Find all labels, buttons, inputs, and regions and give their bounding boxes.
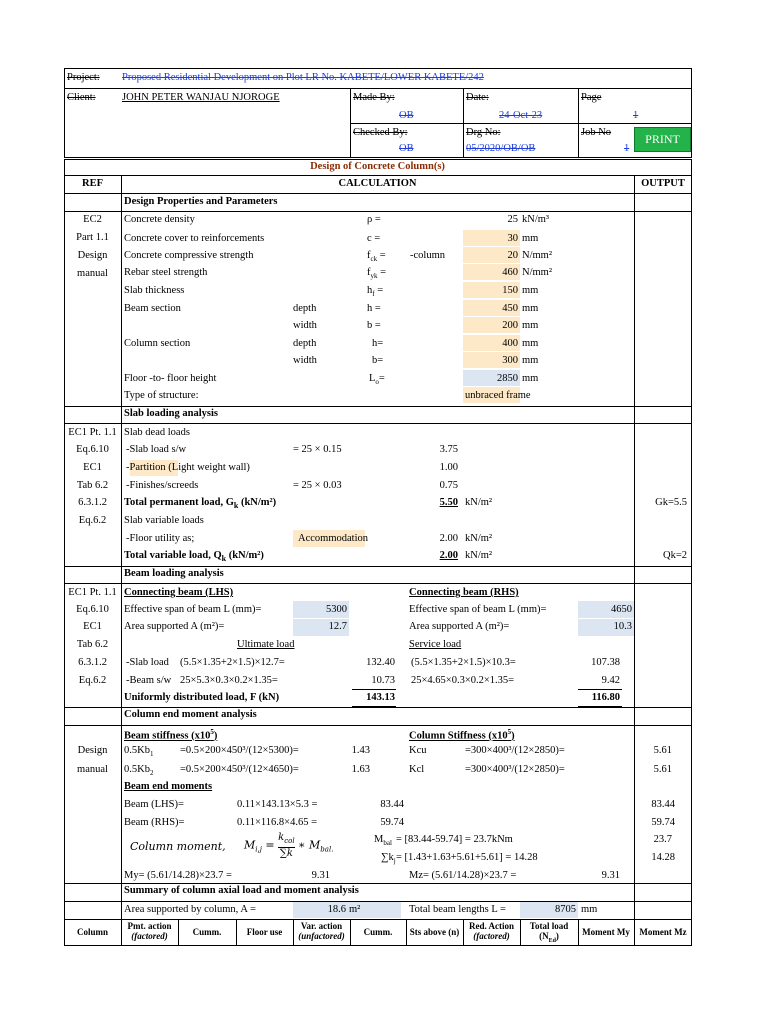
kb1-value: 1.43 <box>351 745 370 756</box>
finishes-value: 0.75 <box>439 480 458 491</box>
prop-value[interactable]: 460 <box>502 267 518 278</box>
ref-line: EC2 <box>83 214 102 225</box>
kcl-expr: =300×400³/(12×2850)= <box>465 764 565 775</box>
structure-type-value[interactable]: unbraced frame <box>465 390 531 401</box>
table-header-floor-use: Floor use <box>246 927 283 937</box>
prop-value[interactable]: 200 <box>502 320 518 331</box>
area-supported-label: Area supported by column, A = <box>124 904 256 915</box>
table-header-moment-mz: Moment Mz <box>639 927 687 937</box>
prop-unit: mm <box>522 320 539 331</box>
my-expr: My= (5.61/14.28)×23.7 = <box>124 870 232 881</box>
prop-value[interactable]: 30 <box>507 233 518 244</box>
rhs-span-value[interactable]: 4650 <box>611 604 632 615</box>
prop-dim: depth <box>293 338 317 349</box>
design-props-heading: Design Properties and Parameters <box>124 196 278 207</box>
bem-lhs-output: 83.44 <box>651 799 675 810</box>
bem-lhs-expr: 0.11×143.13×5.3 = <box>237 799 318 810</box>
ref-line: Eq.6.2 <box>78 515 107 526</box>
lhs-beam-value: 10.73 <box>371 675 395 686</box>
table-header-red-action: Red. Action (factored) <box>469 921 514 941</box>
prop-value: 25 <box>507 214 518 225</box>
prop-dim: width <box>293 355 317 366</box>
prop-symbol: h= <box>372 338 384 349</box>
date-value[interactable]: 24-Oct-23 <box>499 110 543 121</box>
drg-no-value[interactable]: 05/2020/OB/OB <box>466 143 536 154</box>
my-value: 9.31 <box>311 870 330 881</box>
rhs-beam-value: 9.42 <box>601 675 620 686</box>
prop-symbol: $f_{ck}$ = <box>367 250 386 264</box>
beam-heading: Beam loading analysis <box>124 568 224 579</box>
beam-length-label: Total beam lengths L = <box>409 904 506 915</box>
total-variable-label: Total variable load, $Q_k$ (kN/m²) <box>124 550 264 564</box>
table-header-storeys-above: Sts above (n) <box>409 927 460 937</box>
total-variable-value: 2.00 <box>439 550 458 561</box>
total-permanent-value: 5.50 <box>439 497 458 508</box>
bem-rhs-output: 59.74 <box>651 817 675 828</box>
sumk-label: $\sum k_j$ <box>381 852 396 866</box>
kcl-output: 5.61 <box>653 764 672 775</box>
ref-line: manual <box>77 764 108 775</box>
prop-unit: N/mm² <box>522 250 552 261</box>
beam-length-value: 8705 <box>555 904 576 915</box>
kb2-label: $0.5Kb_2$ <box>124 764 154 778</box>
kb2-value: 1.63 <box>351 764 370 775</box>
rhs-slab-value: 107.38 <box>591 657 620 668</box>
prop-unit: mm <box>522 338 539 349</box>
mbal-output: 23.7 <box>653 834 672 845</box>
prop-label: Column section <box>124 338 191 349</box>
finishes-label: -Finishes/screeds <box>126 480 199 491</box>
beam-stiffness-title: Beam stiffness $(x10^5)$ <box>124 728 218 742</box>
table-header-cumm-2: Cumm. <box>363 927 393 937</box>
service-load-label: Service load <box>409 639 462 650</box>
bem-rhs-label: Beam (RHS)= <box>124 817 185 828</box>
kcu-output: 5.61 <box>653 745 672 756</box>
floor-utility-load: 2.00 <box>439 533 458 544</box>
rhs-area-label: Area supported A (m²)= <box>409 621 510 632</box>
table-header-var-action: Var. action (unfactored) <box>298 921 345 941</box>
qk-output: Qk=2 <box>662 550 687 561</box>
kb1-label: $0.5Kb_1$ <box>124 745 154 759</box>
area-supported-value: 18.6 <box>327 904 346 915</box>
lhs-area-value[interactable]: 12.7 <box>328 621 347 632</box>
partition-value: 1.00 <box>439 462 458 473</box>
ref-line: Tab 6.2 <box>76 639 109 650</box>
prop-unit: mm <box>522 303 539 314</box>
prop-dim: depth <box>293 303 317 314</box>
ref-line: manual <box>77 268 108 279</box>
kb2-expr: =0.5×200×450³/(12×4650)= <box>180 764 299 775</box>
ref-line: EC1 Pt. 1.1 <box>68 587 117 598</box>
table-header-total-load: Total load $(N_{Ed})$ <box>529 921 569 944</box>
rhs-eff-span-label: Effective span of beam L (mm)= <box>409 604 547 615</box>
page-label: Page <box>581 92 602 103</box>
rhs-beam-title: Connecting beam (RHS) <box>409 587 519 598</box>
calculation-header: CALCULATION <box>338 178 417 189</box>
mz-expr: Mz= (5.61/14.28)×23.7 = <box>409 870 517 881</box>
rhs-udl-value: 116.80 <box>591 692 620 703</box>
prop-symbol: h = <box>367 303 381 314</box>
prop-note: -column <box>410 250 445 261</box>
slab-dead-loads: Slab dead loads <box>124 427 190 438</box>
floor-utility-unit: kN/m² <box>465 533 493 544</box>
lhs-span-value[interactable]: 5300 <box>326 604 347 615</box>
moment-heading: Column end moment analysis <box>124 709 257 720</box>
prop-symbol: b= <box>372 355 384 366</box>
total-permanent-unit: kN/m² <box>465 497 493 508</box>
output-header: OUTPUT <box>641 178 685 189</box>
prop-label: Beam section <box>124 303 181 314</box>
prop-unit: mm <box>522 373 539 384</box>
sumk-expr: = [1.43+1.63+5.61+5.61] = 14.28 <box>396 852 538 863</box>
project-value[interactable]: Proposed Residential Development on Plot LR No. KABETE/LOWER KABETE/242 <box>122 72 484 83</box>
beam-length-unit: mm <box>581 904 598 915</box>
ref-line: Eq.6.10 <box>76 444 109 455</box>
column-moment-text: Column moment, <box>130 840 226 853</box>
sumk-output: 14.28 <box>651 852 675 863</box>
prop-dim: width <box>293 320 317 331</box>
kcu-expr: =300×400³/(12×2850)= <box>465 745 565 756</box>
prop-label: Concrete cover to reinforcements <box>124 233 265 244</box>
ref-line: Eq.6.2 <box>78 675 107 686</box>
ref-line: Design <box>77 250 108 261</box>
checked-by-value[interactable]: OB <box>399 143 414 154</box>
summary-heading: Summary of column axial load and moment analysis <box>124 885 359 896</box>
prop-value[interactable]: 2850 <box>497 373 518 384</box>
prop-value[interactable]: 300 <box>502 355 518 366</box>
job-no-value[interactable]: 1 <box>624 143 630 154</box>
ref-line: 6.3.1.2 <box>78 497 107 508</box>
rhs-slab-expr: (5.5×1.35+2×1.5)×10.3= <box>411 657 516 668</box>
prop-label: Concrete density <box>124 214 195 225</box>
slab-sw-label: -Slab load s/w <box>126 444 187 455</box>
total-permanent-label: Total permanent load, $G_k$ (kN/m²) <box>124 497 277 511</box>
prop-label: Slab thickness <box>124 285 185 296</box>
kcl-label: Kcl <box>409 764 425 775</box>
made-by-label: Made By: <box>353 92 395 103</box>
ref-line: Design <box>77 745 108 756</box>
slab-load-label: -Slab load <box>126 657 169 668</box>
prop-symbol: b = <box>367 320 381 331</box>
sheet-title: Design of Concrete Column(s) <box>310 161 445 172</box>
ref-line: Tab 6.2 <box>76 480 109 491</box>
total-variable-unit: kN/m² <box>465 550 493 561</box>
slab-heading: Slab loading analysis <box>124 408 218 419</box>
kb1-expr: =0.5×200×450³/(12×5300)= <box>180 745 299 756</box>
prop-label: Floor -to- floor height <box>124 373 217 384</box>
prop-unit: N/mm² <box>522 267 552 278</box>
area-supported-unit: m² <box>349 904 361 915</box>
bem-lhs-value: 83.44 <box>380 799 404 810</box>
slab-sw-value: 3.75 <box>439 444 458 455</box>
lhs-slab-expr: (5.5×1.35+2×1.5)×12.7= <box>180 657 285 668</box>
prop-label: Concrete compressive strength <box>124 250 254 261</box>
job-no-label: Job No <box>581 127 612 138</box>
prop-symbol: ρ = <box>367 214 381 225</box>
udl-label: Uniformly distributed load, F (kN) <box>124 692 280 703</box>
prop-symbol: $h_f$ = <box>367 285 384 299</box>
ref-line: EC1 <box>83 462 102 473</box>
bem-rhs-expr: 0.11×116.8×4.65 = <box>237 817 317 828</box>
rhs-beam-expr: 25×4.65×0.3×0.2×1.35= <box>411 675 515 686</box>
ref-line: 6.3.1.2 <box>78 657 107 668</box>
prop-value[interactable]: 150 <box>502 285 518 296</box>
prop-symbol: c = <box>367 233 381 244</box>
ref-line: Part 1.1 <box>76 232 109 243</box>
lhs-beam-expr: 25×5.3×0.3×0.2×1.35= <box>180 675 278 686</box>
prop-label: Rebar steel strength <box>124 267 208 278</box>
finishes-expr: = 25 × 0.03 <box>293 480 342 491</box>
prop-unit: kN/m³ <box>522 214 550 225</box>
made-by-value[interactable]: OB <box>399 110 414 121</box>
prop-unit: mm <box>522 355 539 366</box>
drg-no-label: Drg No: <box>466 127 501 138</box>
checked-by-label: Checked By: <box>353 127 408 138</box>
project-label: Project: <box>67 72 100 83</box>
slab-sw-expr: = 25 × 0.15 <box>293 444 342 455</box>
bem-lhs-label: Beam (LHS)= <box>124 799 184 810</box>
mz-value: 9.31 <box>601 870 620 881</box>
prop-value[interactable]: 20 <box>507 250 518 261</box>
prop-value[interactable]: 450 <box>502 303 518 314</box>
lhs-eff-span-label: Effective span of beam L (mm)= <box>124 604 262 615</box>
beam-sw-label: -Beam s/w <box>126 675 172 686</box>
beam-end-moments-title: Beam end moments <box>124 781 213 792</box>
prop-symbol: $f_{yk}$ = <box>367 267 387 281</box>
floor-utility-value[interactable]: Accommodation <box>298 533 368 544</box>
prop-unit: mm <box>522 285 539 296</box>
partition-label: -Partition (Light weight wall) <box>126 462 250 473</box>
kcu-label: Kcu <box>409 745 427 756</box>
table-header-moment-my: Moment My <box>582 927 630 937</box>
prop-unit: mm <box>522 233 539 244</box>
print-button[interactable]: PRINT <box>634 127 691 152</box>
lhs-area-label: Area supported A (m²)= <box>124 621 225 632</box>
lhs-beam-title: Connecting beam (LHS) <box>124 587 234 598</box>
ultimate-load-label: Ultimate load <box>237 639 295 650</box>
ref-line: EC1 <box>83 621 102 632</box>
table-header-column: Column <box>76 927 108 937</box>
floor-utility-label: -Floor utility as; <box>126 533 195 544</box>
gk-output: Gk=5.5 <box>655 497 687 508</box>
client-value[interactable]: JOHN PETER WANJAU NJOROGE <box>122 92 280 103</box>
date-label: Date: <box>466 92 489 103</box>
ref-line: Eq.6.10 <box>76 604 109 615</box>
lhs-udl-value: 143.13 <box>366 692 395 703</box>
page-value[interactable]: 1 <box>633 110 639 121</box>
slab-variable-loads: Slab variable loads <box>124 515 204 526</box>
prop-symbol: $L_o=$ <box>369 373 385 387</box>
mbal-label: $M_{bal}$ <box>374 834 392 848</box>
column-moment-formula: $M_{i,j}$ = $k_{col}$ ∑k ∗ $M_{bal.}$ <box>244 832 334 859</box>
lhs-slab-value: 132.40 <box>366 657 395 668</box>
column-stiffness-title: Column Stiffness $(x10^5)$ <box>409 728 515 742</box>
mbal-expr: = [83.44-59.74] = 23.7kNm <box>396 834 513 845</box>
ref-header: REF <box>82 178 103 189</box>
ref-line: EC1 Pt. 1.1 <box>68 427 117 438</box>
client-label: Client: <box>67 92 96 103</box>
prop-value[interactable]: 400 <box>502 338 518 349</box>
bem-rhs-value: 59.74 <box>380 817 404 828</box>
table-header-cumm: Cumm. <box>192 927 222 937</box>
rhs-area-value[interactable]: 10.3 <box>613 621 632 632</box>
table-header-pmt-action: Pmt. action (factored) <box>127 921 172 941</box>
prop-label: Type of structure: <box>124 390 199 401</box>
